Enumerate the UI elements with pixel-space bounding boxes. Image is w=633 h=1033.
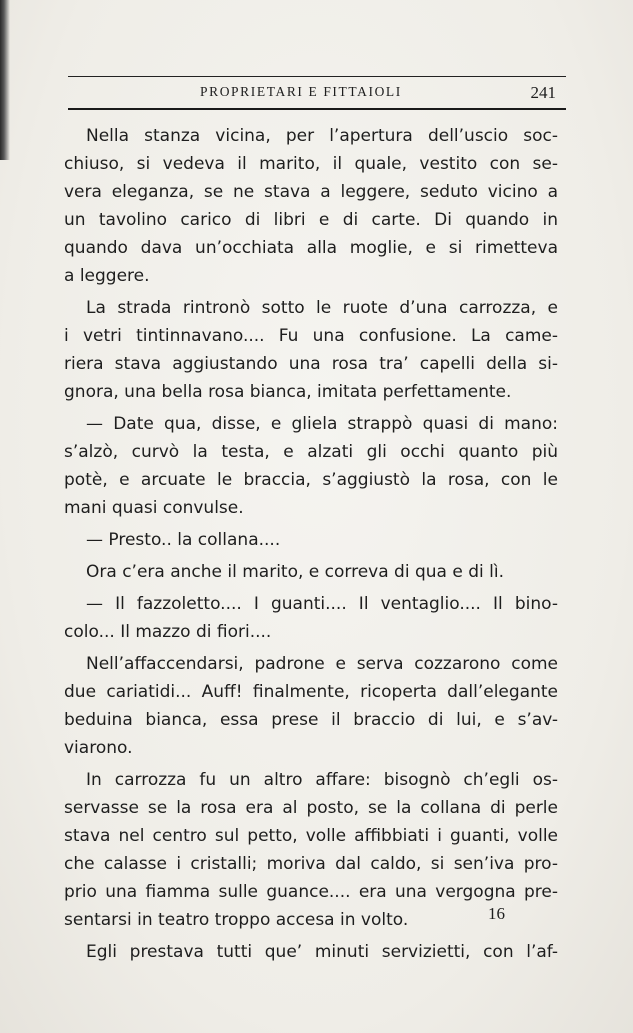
- text-line: i vetri tintinnavano.... Fu una confusione. La came-: [64, 326, 558, 346]
- text-line: un tavolino carico di libri e di carte. Di quando in: [64, 210, 558, 230]
- text-line: In carrozza fu un altro affare: bisognò ch’egli os-: [86, 770, 558, 790]
- text-line: prio una fiamma sulle guance.... era una vergogna pre-: [64, 882, 558, 902]
- page-number: 241: [530, 83, 556, 102]
- paragraph: [64, 526, 558, 554]
- text-line: vera eleganza, se ne stava a leggere, seduto vicino a: [64, 182, 558, 202]
- text-line: quando dava un’occhiata alla moglie, e si rimetteva: [64, 238, 558, 258]
- running-title: PROPRIETARI E FITTAIOLI: [200, 84, 402, 99]
- text-line: viarono.: [64, 738, 133, 758]
- header-rule-bottom: [68, 108, 566, 110]
- text-line: Nell’affaccendarsi, padrone e serva cozzarono come: [86, 654, 558, 674]
- text-line: beduina bianca, essa prese il braccio di lui, e s’av-: [64, 710, 558, 730]
- text-line: Ora c’era anche il marito, e correva di qua e di lì.: [86, 562, 504, 582]
- text-line: due cariatidi... Auff! finalmente, ricoperta dall’elegante: [64, 682, 558, 702]
- running-header: [68, 80, 566, 106]
- binding-edge: [0, 0, 10, 160]
- body-text: [64, 122, 558, 966]
- text-line: Nella stanza vicina, per l’apertura dell’uscio soc-: [86, 126, 558, 146]
- paragraph: [64, 410, 558, 522]
- text-line: a leggere.: [64, 266, 150, 286]
- text-line: La strada rintronò sotto le ruote d’una carrozza, e: [86, 298, 558, 318]
- paragraph: [64, 766, 558, 934]
- text-line: potè, e arcuate le braccia, s’aggiustò la rosa, con le: [64, 470, 558, 490]
- paragraph: [64, 122, 558, 290]
- paragraph: [64, 558, 558, 586]
- signature-mark: 16: [488, 904, 505, 923]
- text-line: che calasse i cristalli; moriva dal caldo, si sen’iva pro-: [64, 854, 558, 874]
- paragraph: [64, 590, 558, 646]
- text-line: gnora, una bella rosa bianca, imitata perfettamente.: [64, 382, 512, 402]
- text-line: chiuso, si vedeva il marito, il quale, vestito con se-: [64, 154, 558, 174]
- paragraph: [64, 294, 558, 406]
- text-line: stava nel centro sul petto, volle affibbiati i guanti, volle: [64, 826, 558, 846]
- text-line: — Presto.. la collana....: [86, 530, 281, 550]
- text-line: servasse se la rosa era al posto, se la collana di perle: [64, 798, 558, 818]
- text-line: Egli prestava tutti que’ minuti servizietti, con l’af-: [86, 942, 558, 962]
- paragraph: [64, 938, 558, 966]
- text-line: sentarsi in teatro troppo accesa in volto.: [64, 910, 409, 930]
- text-line: — Date qua, disse, e gliela strappò quasi di mano:: [86, 414, 558, 434]
- paragraph: [64, 650, 558, 762]
- text-line: mani quasi convulse.: [64, 498, 244, 518]
- header-rule-top: [68, 76, 566, 77]
- text-line: colo... Il mazzo di fiori....: [64, 622, 272, 642]
- text-line: riera stava aggiustando una rosa tra’ capelli della si-: [64, 354, 558, 374]
- text-line: — Il fazzoletto.... I guanti.... Il ventaglio.... Il bino-: [86, 594, 558, 614]
- text-line: s’alzò, curvò la testa, e alzati gli occhi quanto più: [64, 442, 558, 462]
